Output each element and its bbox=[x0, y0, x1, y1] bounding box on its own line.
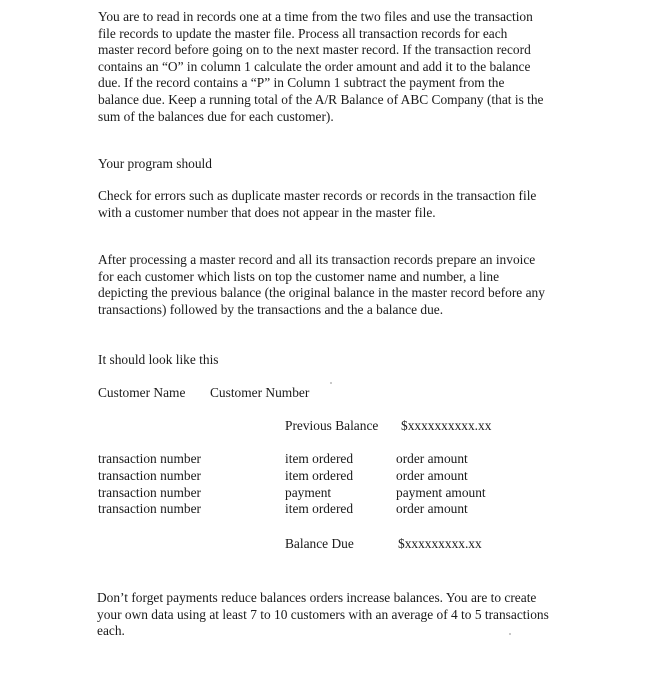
transaction-amount-cell: order amount bbox=[396, 467, 468, 483]
sample-invoice-header bbox=[98, 385, 398, 403]
transaction-number-cell: transaction number bbox=[98, 467, 201, 483]
balance-due-row bbox=[285, 536, 545, 554]
check-errors-paragraph: Check for errors such as duplicate master records or records in the transaction file with a customer number that does not appear in the master file. bbox=[98, 188, 537, 220]
transaction-number-cell: transaction number bbox=[98, 501, 201, 517]
transaction-amount-cell: order amount bbox=[396, 501, 468, 517]
transaction-row bbox=[98, 451, 518, 468]
transaction-row bbox=[98, 468, 518, 485]
transaction-number-cell: transaction number bbox=[98, 484, 201, 500]
transaction-row bbox=[98, 485, 518, 502]
transaction-amount-cell: order amount bbox=[396, 451, 468, 466]
after-processing-paragraph: After processing a master record and all its transaction records prepare an invoice for each customer which lists on top the customer name and number, a line depicting the previous balance (the original balance in the master record before any transactions) followed by the transactions and the a balance due. bbox=[98, 252, 545, 317]
transaction-type-cell: item ordered bbox=[285, 467, 354, 483]
transaction-type-cell: payment bbox=[285, 484, 332, 500]
balance-due-label: Balance Due bbox=[285, 536, 354, 551]
scan-speck bbox=[330, 382, 332, 384]
intro-paragraph: You are to read in records one at a time from the two files and use the transaction file records to update the master file. Process all transaction records for each master record before going on to the next master record. If the transaction record contains an “O” in column 1 calculate the order amount and add it to the balance due. If the record contains a “P” in Column 1 subtract the payment from the balance due. Keep a running total of the A/R Balance of ABC Company (that is the sum of the balances due for each customer). bbox=[98, 9, 544, 124]
look-like-paragraph: It should look like this bbox=[98, 352, 219, 367]
transaction-amount-cell: payment amount bbox=[396, 484, 486, 500]
transaction-number-cell: transaction number bbox=[98, 451, 201, 466]
customer-number-label: Customer Number bbox=[210, 385, 310, 400]
balance-due-value: $xxxxxxxxx.xx bbox=[398, 536, 482, 551]
previous-balance-row bbox=[285, 418, 545, 436]
transaction-type-cell: item ordered bbox=[285, 501, 354, 517]
transaction-type-cell: item ordered bbox=[285, 451, 354, 466]
previous-balance-label: Previous Balance bbox=[285, 418, 379, 433]
closing-paragraph: Don’t forget payments reduce balances orders increase balances. You are to create your own data using at least 7 to 10 customers with an average of 4 to 5 transactions each. bbox=[97, 590, 549, 639]
previous-balance-value: $xxxxxxxxxx.xx bbox=[401, 418, 492, 433]
program-should-paragraph: Your program should bbox=[98, 156, 212, 171]
transaction-row bbox=[98, 501, 518, 518]
transaction-table bbox=[98, 451, 518, 518]
scan-speck bbox=[509, 633, 511, 635]
customer-name-label: Customer Name bbox=[98, 385, 186, 400]
